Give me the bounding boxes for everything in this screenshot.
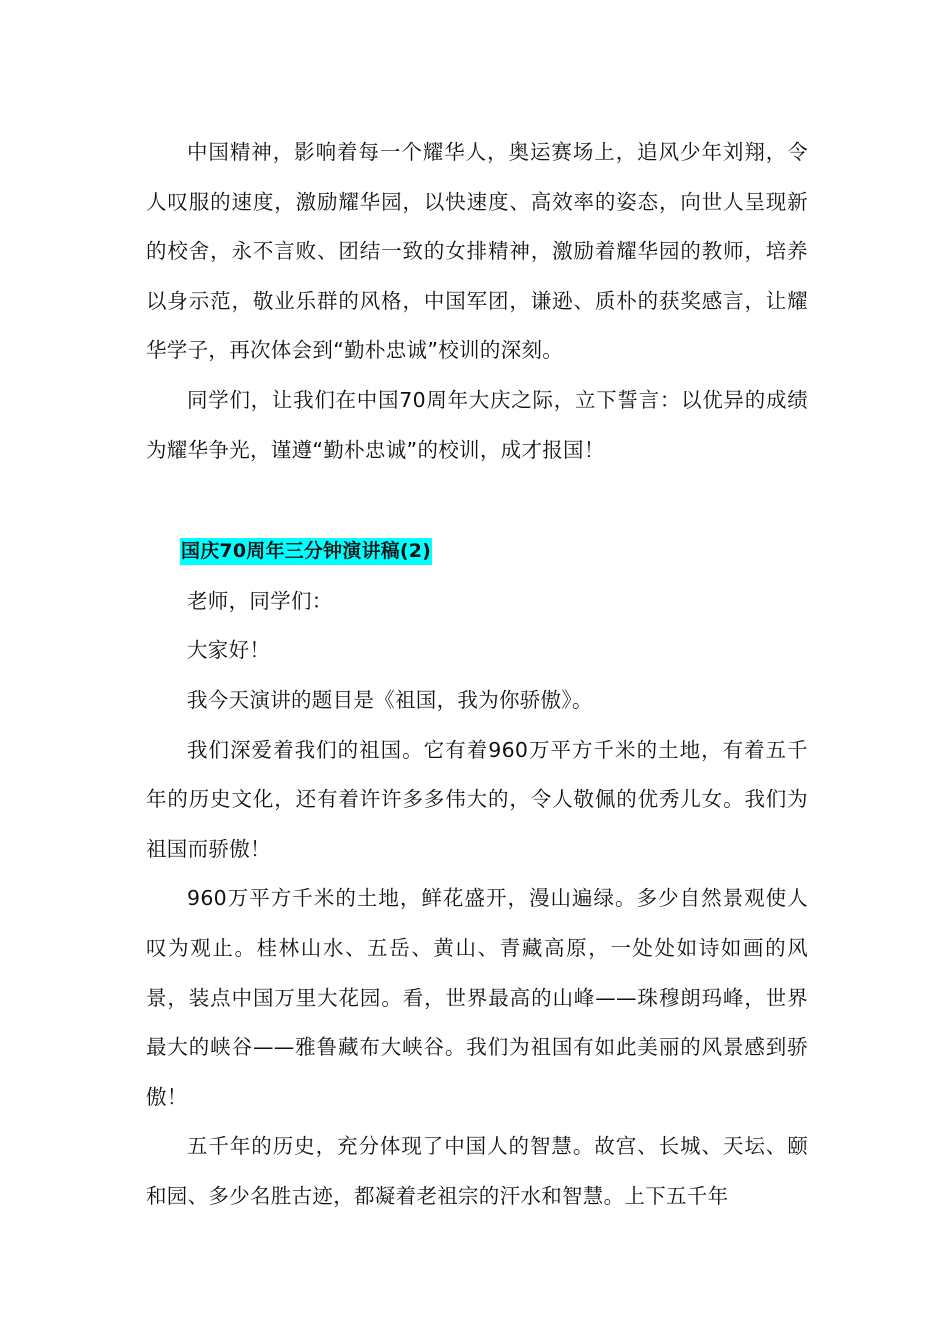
paragraph-landscape: 960万平方千米的土地，鲜花盛开，漫山遍绿。多少自然景观使人叹为观止。桂林山水、五岳、黄山、青藏高原，一处处如诗如画的风景，装点中国万里大花园。看，世界最高的山峰——珠穆朗玛峰，世界最大的峡谷——雅鲁藏布大峡谷。我们为祖国有如此美丽的风景感到骄傲！ [146, 886, 808, 1109]
paragraph-chinese-spirit: 中国精神，影响着每一个耀华人，奥运赛场上，追风少年刘翔，令人叹服的速度，激励耀华园，以快速度、高效率的姿态，向世人呈现新的校舍，永不言败、团结一致的女排精神，激励着耀华园的教师，培养以身示范，敬业乐群的风格，中国军团，谦逊、质朴的获奖感言，让耀华学子，再次体会到“勤朴忠诚”校训的深刻。 [146, 140, 808, 363]
paragraph-speech-title: 我今天演讲的题目是《祖国，我为你骄傲》。 [187, 687, 593, 712]
paragraph-classmates-vow: 同学们，让我们在中国70周年大庆之际，立下誓言：以优异的成绩为耀华争光，谨遵“勤朴忠诚”的校训，成才报国！ [146, 387, 808, 462]
paragraph-greeting-audience: 老师，同学们： [187, 588, 333, 613]
paragraph-hello: 大家好！ [187, 638, 271, 663]
section-heading-row [146, 527, 808, 577]
section-gap [146, 475, 808, 527]
paragraph-love-motherland: 我们深爱着我们的祖国。它有着960万平方千米的土地，有着五千年的历史文化，还有着许许多多伟大的，令人敬佩的优秀儿女。我们为祖国而骄傲！ [146, 737, 808, 861]
paragraph-history: 五千年的历史，充分体现了中国人的智慧。故宫、长城、天坛、颐和园、多少名胜古迹，都凝着老祖宗的汗水和智慧。上下五千年 [146, 1134, 808, 1208]
document-page [146, 128, 808, 1221]
section-heading: 国庆70周年三分钟演讲稿(2) [180, 538, 432, 565]
